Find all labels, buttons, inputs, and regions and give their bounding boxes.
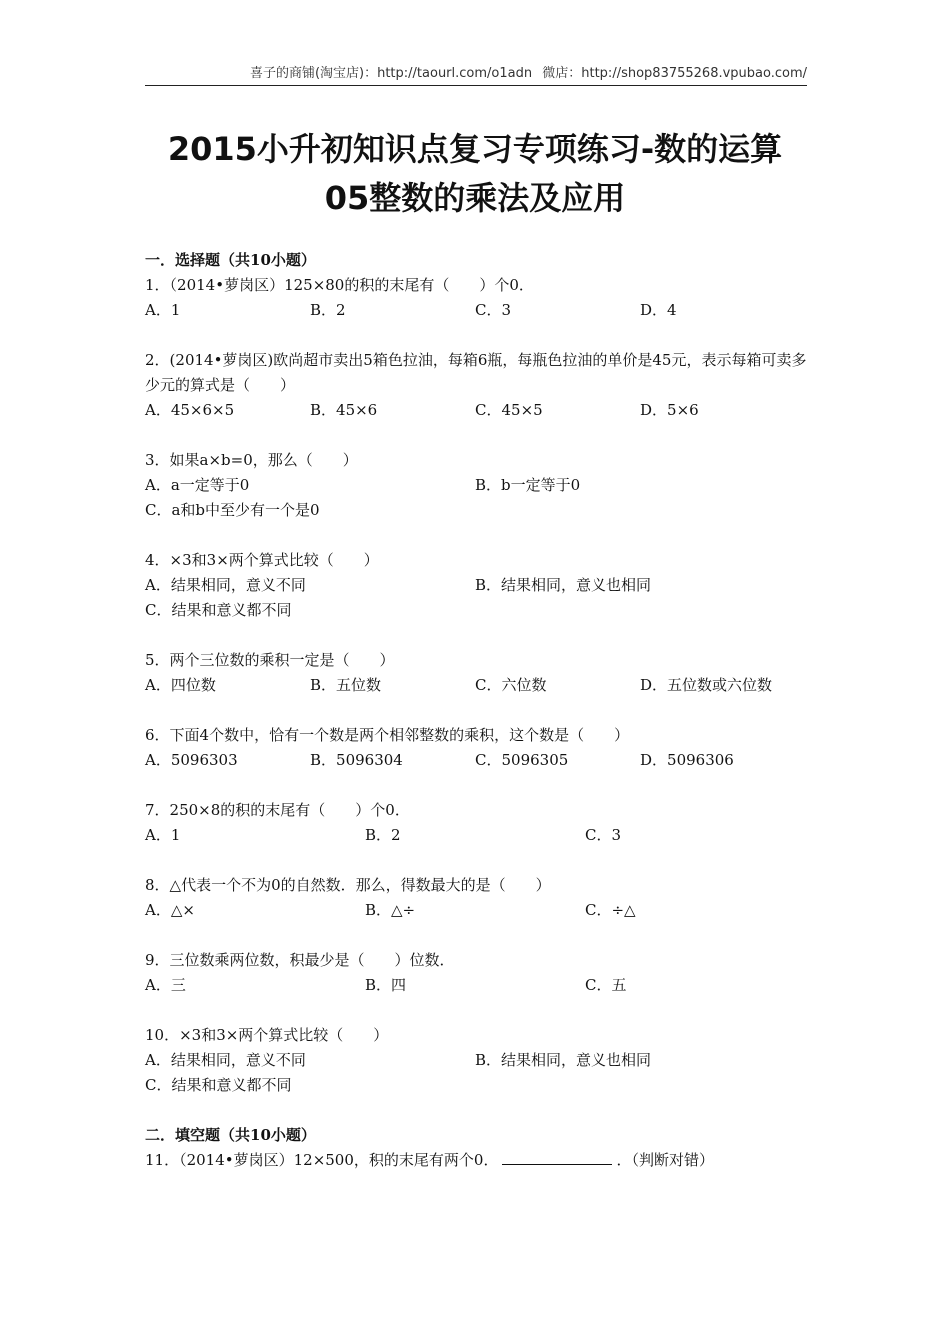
question-stem: 7．250×8的积的末尾有（ ）个0． <box>145 801 410 819</box>
options <box>145 673 809 698</box>
option-c: C．六位数 <box>475 676 547 694</box>
option-d: D．5096306 <box>640 751 734 769</box>
option-b: B．2 <box>365 826 401 844</box>
question-stem: 3．如果a×b=0，那么（ ） <box>145 451 358 469</box>
options <box>145 1048 809 1098</box>
option-a: A．45×6×5 <box>145 401 235 419</box>
micro-shop-link[interactable]: 微店：http://shop83755268.vpubao.com/ <box>542 66 807 81</box>
question-3 <box>145 448 809 523</box>
option-c: C．a和b中至少有一个是0 <box>145 501 320 519</box>
options <box>145 748 809 773</box>
options <box>145 898 809 923</box>
option-a: A．a一定等于0 <box>145 476 250 494</box>
question-stem: 11．（2014•萝岗区）12×500，积的末尾有两个0． <box>145 1151 499 1169</box>
question-11 <box>145 1148 809 1173</box>
question-stem: 10．×3和3×两个算式比较（ ） <box>145 1026 389 1044</box>
option-a: A．5096303 <box>145 751 238 769</box>
title-line-2: 05整数的乘法及应用 <box>324 179 626 217</box>
question-stem: 5．两个三位数的乘积一定是（ ） <box>145 651 395 669</box>
option-b: B．2 <box>310 301 346 319</box>
option-d: D．五位数或六位数 <box>640 676 773 694</box>
option-b: B．b一定等于0 <box>475 476 581 494</box>
option-a: A．1 <box>145 301 181 319</box>
option-b: B．结果相同，意义也相同 <box>475 576 652 594</box>
option-c: C．3 <box>475 301 512 319</box>
question-stem: 2．(2014•萝岗区)欧尚超市卖出5箱色拉油，每箱6瓶，每瓶色拉油的单价是45元，表示每箱可卖多少元的算式是（ ） <box>145 351 807 394</box>
option-a: A．结果相同，意义不同 <box>145 1051 306 1069</box>
option-c: C．五 <box>585 976 627 994</box>
question-4 <box>145 548 809 623</box>
question-list <box>145 248 809 1173</box>
option-a: A．四位数 <box>145 676 216 694</box>
option-a: A．结果相同，意义不同 <box>145 576 306 594</box>
option-d: D．4 <box>640 301 677 319</box>
page-header <box>145 62 807 86</box>
option-a: A．三 <box>145 976 186 994</box>
question-9 <box>145 948 809 998</box>
options <box>145 473 809 523</box>
option-c: C．÷△ <box>585 901 636 919</box>
options <box>145 298 809 323</box>
option-c: C．3 <box>585 826 622 844</box>
option-b: B．四 <box>365 976 407 994</box>
page-title <box>0 125 950 223</box>
question-stem: 1．（2014•萝岗区）125×80的积的末尾有（ ）个0． <box>145 276 534 294</box>
shop-link[interactable]: 喜子的商铺(淘宝店)：http://taourl.com/o1adn <box>249 66 533 81</box>
answer-blank[interactable] <box>502 1148 612 1165</box>
question-2 <box>145 348 809 423</box>
question-6 <box>145 723 809 773</box>
question-10 <box>145 1023 809 1098</box>
options <box>145 398 809 423</box>
question-stem: 8．△代表一个不为0的自然数．那么，得数最大的是（ ） <box>145 876 551 894</box>
section-choice-heading: 一．选择题（共10小题） <box>145 251 316 269</box>
question-suffix: ．（判断对错） <box>616 1151 714 1169</box>
option-d: D．5×6 <box>640 401 699 419</box>
question-5 <box>145 648 809 698</box>
option-b: B．△÷ <box>365 901 416 919</box>
option-a: A．1 <box>145 826 181 844</box>
options <box>145 823 809 848</box>
option-c: C．45×5 <box>475 401 543 419</box>
option-b: B．45×6 <box>310 401 378 419</box>
option-c: C．结果和意义都不同 <box>145 1076 292 1094</box>
question-stem: 6．下面4个数中，恰有一个数是两个相邻整数的乘积，这个数是（ ） <box>145 726 630 744</box>
question-stem: 9．三位数乘两位数，积最少是（ ）位数． <box>145 951 455 969</box>
question-stem: 4．×3和3×两个算式比较（ ） <box>145 551 379 569</box>
option-a: A．△× <box>145 901 195 919</box>
option-c: C．5096305 <box>475 751 569 769</box>
question-7 <box>145 798 809 848</box>
options <box>145 973 809 998</box>
option-b: B．五位数 <box>310 676 382 694</box>
section-fill-heading: 二．填空题（共10小题） <box>145 1126 316 1144</box>
question-1 <box>145 273 809 323</box>
title-line-1: 2015小升初知识点复习专项练习-数的运算 <box>167 130 783 168</box>
option-c: C．结果和意义都不同 <box>145 601 292 619</box>
option-b: B．结果相同，意义也相同 <box>475 1051 652 1069</box>
option-b: B．5096304 <box>310 751 403 769</box>
options <box>145 573 809 623</box>
question-8 <box>145 873 809 923</box>
